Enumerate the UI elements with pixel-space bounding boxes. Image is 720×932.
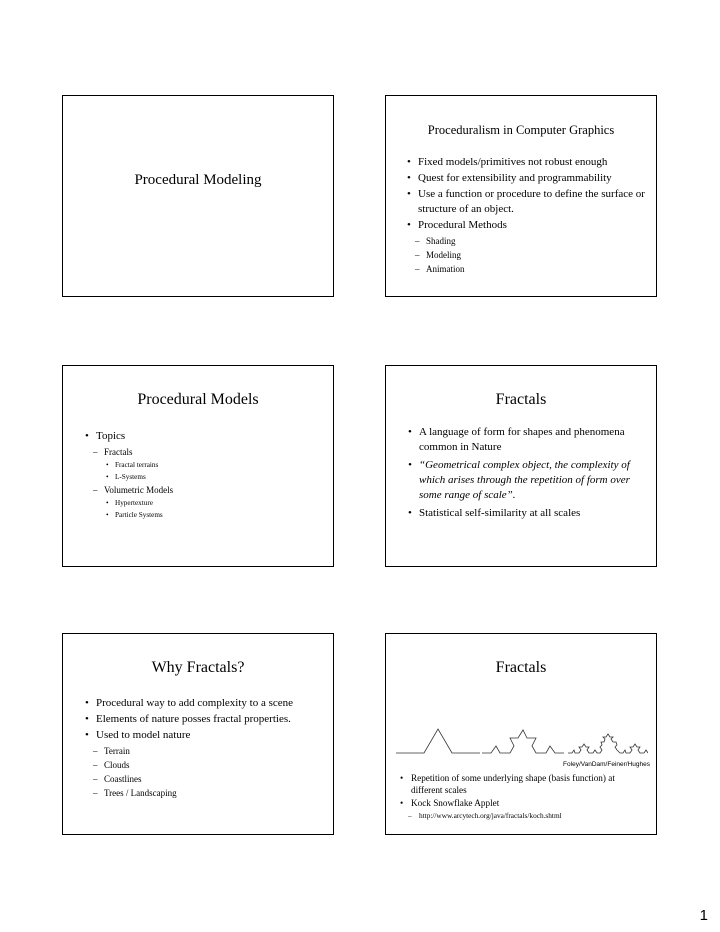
koch-curve-illustration — [396, 719, 648, 759]
sub-sub-bullet: • Particle Systems — [85, 509, 323, 521]
slide-2 — [385, 95, 657, 297]
slide-5 — [62, 633, 334, 835]
sub-bullet: – Modeling — [407, 248, 646, 262]
slide-title: Fractals — [495, 659, 547, 676]
bullet: • Procedural way to add complexity to a scene — [85, 696, 323, 711]
slide-content — [85, 696, 323, 800]
bullet: • Elements of nature posses fractal properties. — [85, 712, 323, 727]
sub-bullet: – Animation — [407, 262, 646, 276]
slide-content — [407, 155, 646, 276]
slide-content — [85, 429, 323, 521]
slide-content — [400, 772, 646, 822]
bullet: • Use a function or procedure to define the surface or structure of an object. — [407, 187, 646, 217]
koch-curve-level-1 — [396, 729, 480, 753]
bullet: • Quest for extensibility and programmability — [407, 171, 646, 186]
bullet: • Used to model nature — [85, 728, 323, 743]
koch-curve-level-2 — [482, 730, 564, 753]
bullet: • Topics — [85, 429, 323, 444]
page-number: 1 — [699, 907, 708, 924]
bullet: • Statistical self-similarity at all scales — [408, 506, 646, 521]
sub-sub-bullet: • Fractal terrains — [85, 459, 323, 471]
bullet: • Repetition of some underlying shape (basis function) at different scales — [400, 772, 646, 796]
sub-bullet-url: – http://www.arcytech.org/java/fractals/koch.shtml — [400, 810, 646, 822]
sub-bullet: – Terrain — [85, 744, 323, 758]
bullet: • Fixed models/primitives not robust enough — [407, 155, 646, 170]
bullet: • Procedural Methods — [407, 218, 646, 233]
sub-sub-bullet: • L-Systems — [85, 471, 323, 483]
sub-bullet: – Coastlines — [85, 772, 323, 786]
slide-title: Fractals — [495, 391, 547, 408]
slide-3 — [62, 365, 334, 567]
slide-title: Proceduralism in Computer Graphics — [427, 123, 615, 137]
slide-title: Procedural Modeling — [134, 172, 262, 188]
slide-1 — [62, 95, 334, 297]
slide-4 — [385, 365, 657, 567]
sub-bullet: – Trees / Landscaping — [85, 786, 323, 800]
bullet: • Kock Snowflake Applet — [400, 797, 646, 809]
bullet-quote: • “Geometrical complex object, the complexity of which arises through the repetition of form over some range of scale”. — [408, 458, 646, 503]
slide-title: Procedural Models — [137, 391, 259, 408]
sub-bullet: – Fractals — [85, 445, 323, 459]
slide-title: Why Fractals? — [151, 659, 245, 676]
sub-bullet: – Volumetric Models — [85, 483, 323, 497]
bullet: • A language of form for shapes and phenomena common in Nature — [408, 425, 646, 455]
sub-sub-bullet: • Hypertexture — [85, 497, 323, 509]
koch-curve-level-3 — [568, 734, 648, 753]
slide-content — [408, 425, 646, 524]
slide-6 — [385, 633, 657, 835]
sub-bullet: – Clouds — [85, 758, 323, 772]
image-credit: Foley/VanDam/Feiner/Hughes — [563, 761, 650, 768]
sub-bullet: – Shading — [407, 234, 646, 248]
